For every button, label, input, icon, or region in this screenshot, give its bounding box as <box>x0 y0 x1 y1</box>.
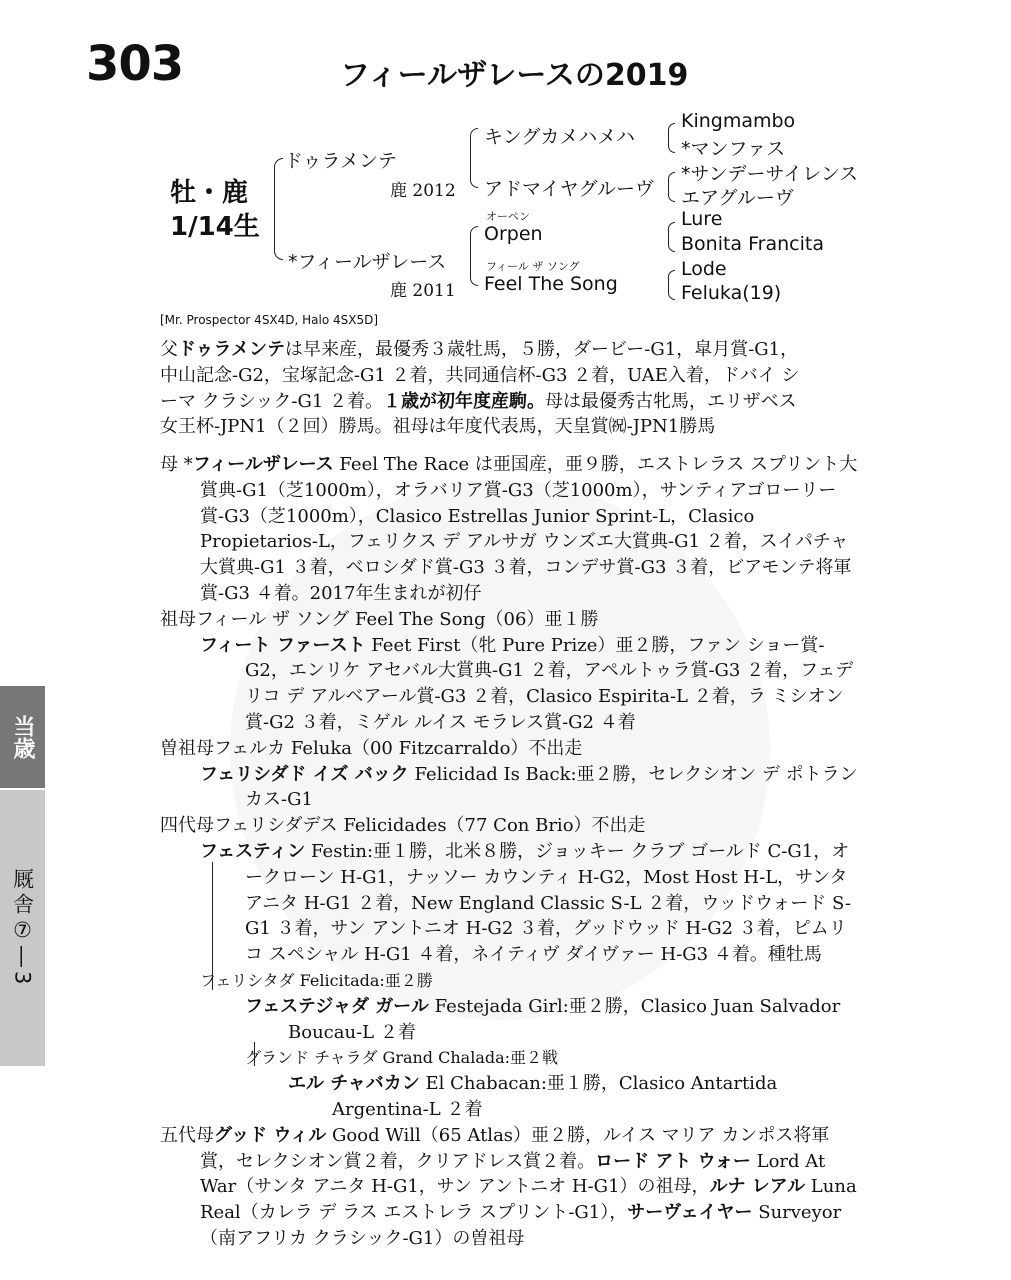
birth-date: 1/14生 <box>170 212 260 242</box>
dam-sire: Orpen <box>484 223 543 245</box>
sire-prefix: 父 <box>160 339 178 360</box>
family-lord-at-war-name: ロード アト ウォー <box>595 1150 751 1172</box>
sire-info: 鹿 2012 <box>390 181 456 201</box>
sire-line-3b: １歳が初年度産駒。 <box>383 390 545 412</box>
dam-name: *フィールザレース <box>288 251 447 273</box>
dss: Lure <box>681 208 723 230</box>
inbreeding-note: [Mr. Prospector 4SX4D, Halo 4SX5D] <box>160 313 379 327</box>
family-feluka: 曽祖母フェルカ Feluka（00 Fitzcarraldo）不出走 <box>160 737 583 759</box>
family-felicidad-name: フェリシダド イズ バック <box>200 763 409 785</box>
tree-line-festin <box>212 862 213 990</box>
page-title: フィールザレースの2019 <box>340 58 689 93</box>
family-felicidad: Felicidad Is Back:亜２勝，セレクシオン デ ポトランカス-G1 <box>245 763 858 811</box>
sex-color: 牡・鹿 <box>170 178 249 208</box>
dam-dam-kana: フィール ザ ソング <box>486 260 580 273</box>
brace-dd <box>668 270 675 300</box>
family-chabacan-name: エル チャバカン <box>288 1073 420 1095</box>
family-feet-first: Feet First（牝 Pure Prize）亜２勝，ファン ショー賞-G2，エンリケ アセバル大賞典-G1 ２着，アペルトゥラ賞-G3 ２着，フェデリコ デ アルベアール賞-G3 ２着，Clasico Espirita-L ２着，ラ ミシオン賞-G2 ３着，ミゲル ルイス モラレス賞-G2 ４着 <box>245 634 854 733</box>
dsd: Bonita Francita <box>681 233 824 255</box>
brace-ds <box>668 222 675 252</box>
sire-line-3c: 母は最優秀古牝馬，エリザベス <box>545 390 797 412</box>
family-feet-first-name: フィート ファースト <box>200 634 366 656</box>
tab-stable[interactable]: 厩舎⑦―3 <box>0 790 45 1066</box>
family-felicidades: 四代母フェリシダデス Felicidades（77 Con Brio）不出走 <box>160 815 646 837</box>
family-felicitada: フェリシタダ Felicitada:亜２勝 <box>200 970 433 990</box>
sds: *サンデーサイレンス <box>681 163 859 185</box>
family-luna-real: Luna Real（カレラ デ ラス エストレラ スプリント-G1）， <box>200 1176 857 1224</box>
page-number: 303 <box>86 36 184 92</box>
dam-prefix: 母 * <box>160 454 193 475</box>
sire-line-3a: ーマ クラシック-G1 ２着。 <box>160 390 383 412</box>
family-good-will: Good Will（65 Atlas）亜２勝，ルイス マリア カンポス将軍賞，セレクシオン賞２着，クリアドレス賞２着。 <box>200 1124 830 1172</box>
dam-info: 鹿 2011 <box>390 281 456 301</box>
family-festejada-name: フェステジャダ ガール <box>245 995 429 1017</box>
tree-line-felicitada <box>254 1042 255 1066</box>
family-festin-name: フェスティン <box>200 840 306 862</box>
dds: Lode <box>681 258 727 280</box>
family-fifth-dam-prefix: 五代母 <box>160 1124 214 1146</box>
family-granddam: 祖母フィール ザ ソング Feel The Song（06）亜１勝 <box>160 608 599 630</box>
pedigree-brace-sire <box>470 128 478 188</box>
pedigree-brace-dam <box>470 226 478 286</box>
brace-ss <box>668 123 675 153</box>
dam-record: Feel The Race は亜国産，亜９勝，エストレラス スプリント大賞典-G1（芝1000m），オラバリア賞-G3（芝1000m），サンティアゴローリー賞-G3（芝1000m），Clasico Estrellas Junior Sprint-L，Clasico Propietarios-L，フェリクス デ アルサガ ウンズエ大賞典-G1 ２着，スイパチャ大賞典-G1 ３着，ベロシダド賞-G3 ３着，コンデサ賞-G3 ３着，ビアモンテ将軍賞-G3 ４着。2017年生まれが初仔 <box>200 454 858 604</box>
family-festejada: Festejada Girl:亜２勝，Clasico Juan Salvador Boucau-L ２着 <box>288 995 841 1043</box>
sire-line-1: は早来産，最優秀３歳牡馬，５勝，ダービー-G1，皐月賞-G1， <box>285 339 799 360</box>
family-surveyor: Surveyor（南アフリカ クラシック-G1）の曽祖母 <box>200 1202 842 1249</box>
sire-dam: アドマイヤグルーヴ <box>484 178 655 200</box>
sdd: エアグルーヴ <box>681 187 794 209</box>
family-chabacan: El Chabacan:亜１勝，Clasico Antartida Argentina-L ２着 <box>332 1073 778 1120</box>
family-lord-at-war: Lord At War（サンタ アニタ H-G1，サン アントニオ H-G1）の祖母， <box>200 1150 826 1198</box>
sire-name-bold: ドゥラメンテ <box>178 339 286 360</box>
family-luna-real-name: ルナ レアル <box>709 1176 806 1198</box>
family-grand-chalada: グランド チャラダ Grand Chalada:亜２戦 <box>245 1048 559 1068</box>
dam-name-bold: フィールザレース <box>192 454 334 475</box>
dam-dam: Feel The Song <box>484 273 618 295</box>
sire-name: ドゥラメンテ <box>284 150 397 172</box>
tab-age[interactable]: 当歳 <box>0 686 45 788</box>
sire-commentary <box>160 337 860 440</box>
sire-line-2: 中山記念-G2，宝塚記念-G1 ２着，共同通信杯-G3 ２着，UAE入着，ドバイ シ <box>160 364 800 386</box>
pedigree-brace-main <box>274 158 283 260</box>
sire-sire: キングカメハメハ <box>484 126 636 148</box>
brace-sd <box>668 172 675 202</box>
family-festin: Festin:亜１勝，北米８勝，ジョッキー クラブ ゴールド C-G1，オークローン H-G1，ナッソー カウンティ H-G2，Most Host H-L，サンタ アニタ H-G1 ２着，New England Classic S-L ２着，ウッドウォード S-G1 ３着，サン アントニオ H-G2 ３着，グッドウッド H-G2 ３着，ピムリコ スペシャル H-G1 ４着，ネイティヴ ダイヴァー H-G3 ４着。種牡馬 <box>245 840 852 966</box>
family-surveyor-name: サーヴェイヤー <box>627 1202 753 1224</box>
sss: Kingmambo <box>681 110 796 132</box>
dam-sire-kana: オーペン <box>486 210 530 223</box>
ddd: Feluka(19) <box>681 282 782 304</box>
ssd: *マンファス <box>681 138 786 160</box>
sire-line-4: 女王杯-JPN1（２回）勝馬。祖母は年度代表馬，天皇賞㈷-JPN1勝馬 <box>160 416 716 438</box>
dam-commentary <box>160 452 860 1252</box>
family-good-will-name: グッド ウィル <box>214 1124 327 1146</box>
horse-summary <box>170 176 260 244</box>
